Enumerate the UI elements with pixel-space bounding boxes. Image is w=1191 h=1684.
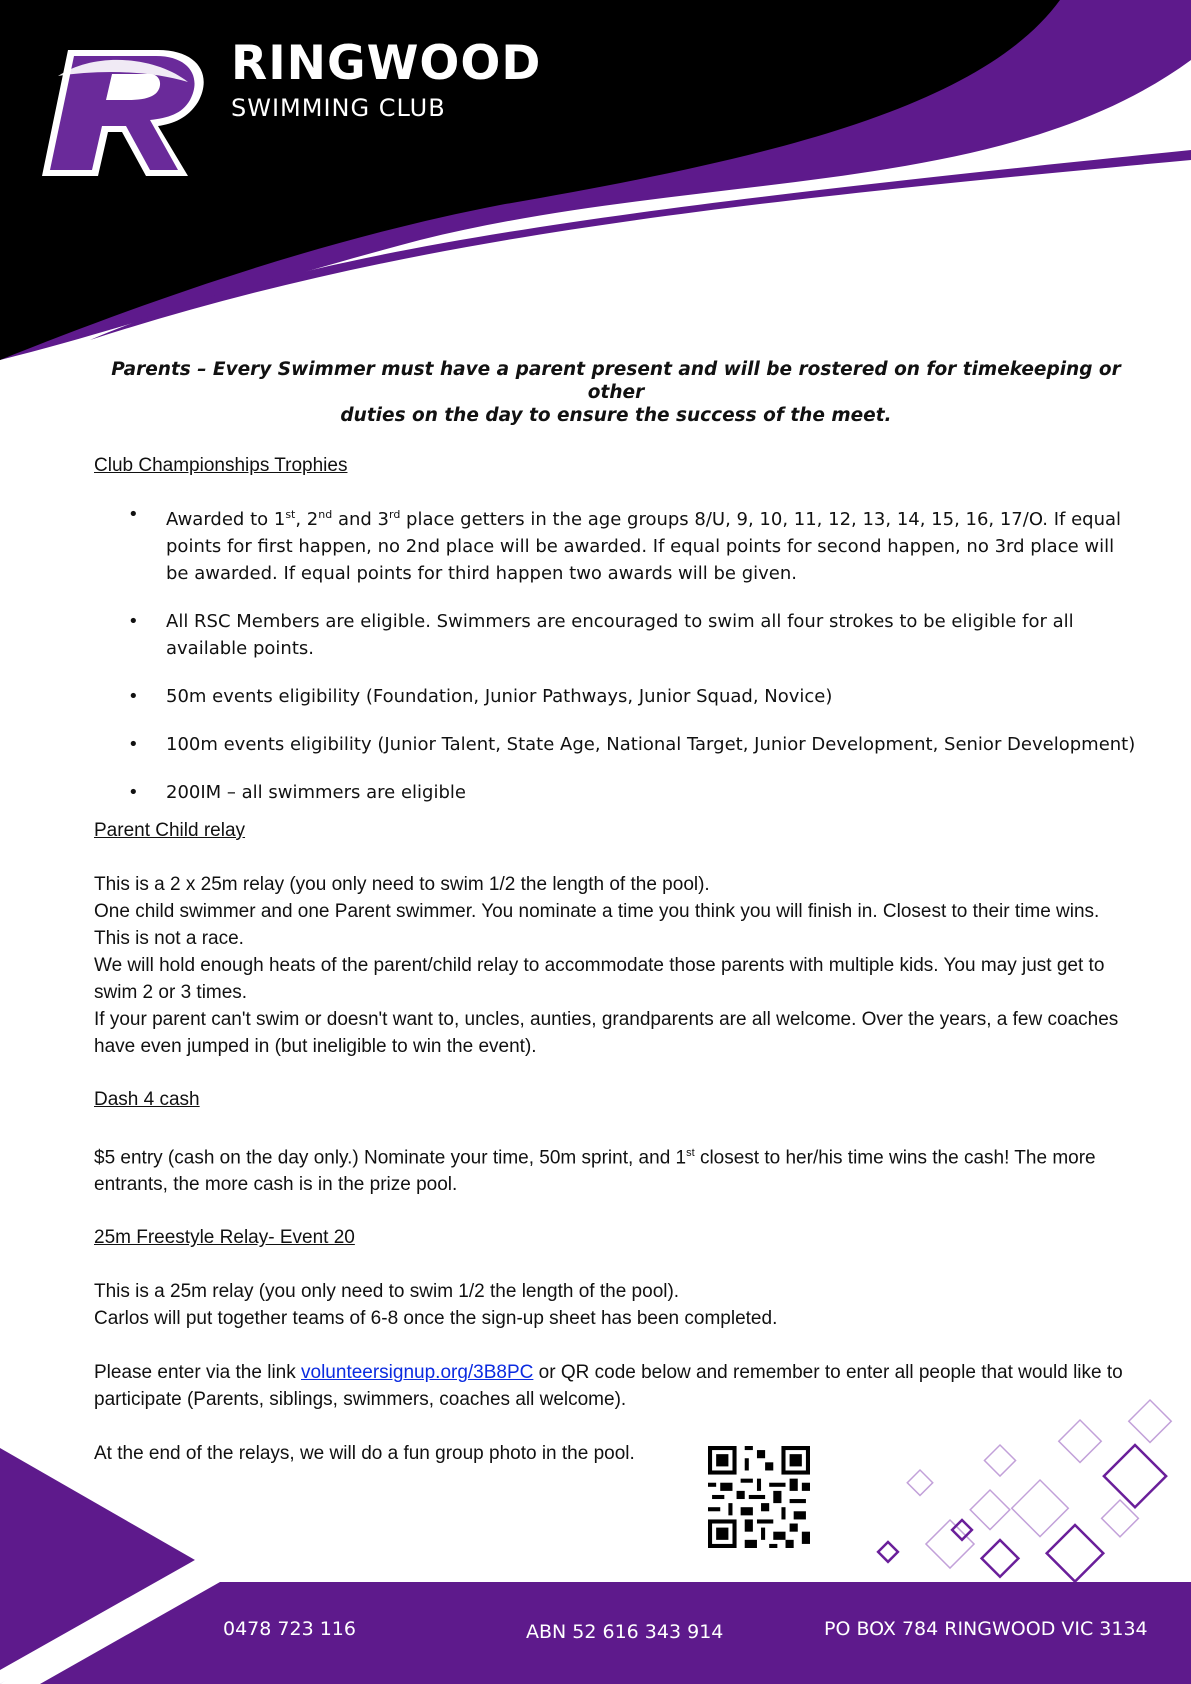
trophy-text: 50m events eligibility (Foundation, Junior Pathways, Junior Squad, Novice) xyxy=(166,686,833,707)
bullet-icon: • xyxy=(128,686,139,707)
list-item xyxy=(94,779,1138,806)
main-content xyxy=(94,358,1138,1467)
parent-child-p1: This is a 2 x 25m relay (you only need to swim 1/2 the length of the pool). xyxy=(94,874,710,895)
notice-line-1: Parents – Every Swimmer must have a parent present and will be rostered on for timekeeping or other xyxy=(111,359,1121,403)
dash-heading: Dash 4 cash xyxy=(94,1089,200,1110)
superscript: rd xyxy=(389,508,401,521)
superscript: st xyxy=(686,1147,695,1159)
bullet-icon: • xyxy=(128,611,139,632)
notice-line-2: duties on the day to ensure the success of the meet. xyxy=(340,405,892,426)
trophy-text: and 3 xyxy=(332,509,389,530)
freestyle-p1: This is a 25m relay (you only need to swim 1/2 the length of the pool). xyxy=(94,1281,680,1303)
freestyle-p2: Carlos will put together teams of 6-8 once the sign-up sheet has been completed. xyxy=(94,1308,778,1330)
photo-paragraph: At the end of the relays, we will do a fun group photo in the pool. xyxy=(94,1443,635,1465)
list-item xyxy=(94,608,1138,662)
bullet-icon: • xyxy=(128,504,139,525)
bullet-icon: • xyxy=(128,782,139,803)
superscript: st xyxy=(285,508,296,521)
club-logo-icon xyxy=(38,40,218,186)
enter-text: Please enter via the link xyxy=(94,1362,302,1384)
list-item xyxy=(94,683,1138,710)
parent-notice xyxy=(94,358,1138,427)
dash-paragraph xyxy=(94,1140,1138,1198)
club-name: RINGWOOD xyxy=(231,36,542,91)
trophy-text: place getters in the age groups 8/U, 9, 10, 11, 12, 13, 14, 15, 16, 17/O. If equal points for first happen, no 2nd place will be awarded. If equal points for second happen, no 3rd place will be awarded. If equal points for third happen two awards will be given. xyxy=(166,509,1122,584)
dash-text: closest to her/his time wins the cash! The more entrants, the more cash is in the prize pool. xyxy=(94,1147,1096,1196)
trophy-text: All RSC Members are eligible. Swimmers are encouraged to swim all four strokes to be eligible for all available points. xyxy=(166,611,1074,659)
club-subtitle: SWIMMING CLUB xyxy=(231,94,446,122)
enter-text: or QR code below and remember to enter all people that would like to participate (Parents, siblings, swimmers, coaches all welcome). xyxy=(94,1362,1123,1411)
bullet-icon: • xyxy=(128,734,139,755)
parent-child-p4: If your parent can't swim or doesn't want to, uncles, aunties, grandparents are all welcome. Over the years, a few coaches have even jumped in (but ineligible to win the event). xyxy=(94,1009,1119,1057)
trophy-text: 200IM – all swimmers are eligible xyxy=(166,782,466,803)
parent-child-heading: Parent Child relay xyxy=(94,820,246,841)
footer-abn: ABN 52 616 343 914 xyxy=(526,1621,724,1643)
signup-link[interactable]: volunteersignup.org/3B8PC xyxy=(301,1362,534,1384)
trophies-heading: Club Championships Trophies xyxy=(94,455,348,476)
footer-phone: 0478 723 116 xyxy=(223,1618,356,1640)
list-item xyxy=(94,501,1138,587)
trophy-text: 100m events eligibility (Junior Talent, State Age, National Target, Junior Development, Senior Development) xyxy=(166,734,1136,755)
freestyle-heading: 25m Freestyle Relay- Event 20 xyxy=(94,1227,355,1249)
footer-address: PO BOX 784 RINGWOOD VIC 3134 xyxy=(824,1618,1148,1640)
parent-child-p2: One child swimmer and one Parent swimmer. You nominate a time you think you will finish in. Closest to their time wins. This is not a race. xyxy=(94,901,1100,949)
trophies-list xyxy=(94,501,1138,806)
trophy-text: Awarded to 1 xyxy=(166,509,286,530)
superscript: nd xyxy=(318,508,333,521)
parent-child-p3: We will hold enough heats of the parent/child relay to accommodate those parents with multiple kids. You may just get to swim 2 or 3 times. xyxy=(94,955,1105,1003)
trophy-text: , 2 xyxy=(295,509,319,530)
list-item xyxy=(94,731,1138,758)
dash-text: $5 entry (cash on the day only.) Nominate your time, 50m sprint, and 1 xyxy=(94,1147,687,1169)
